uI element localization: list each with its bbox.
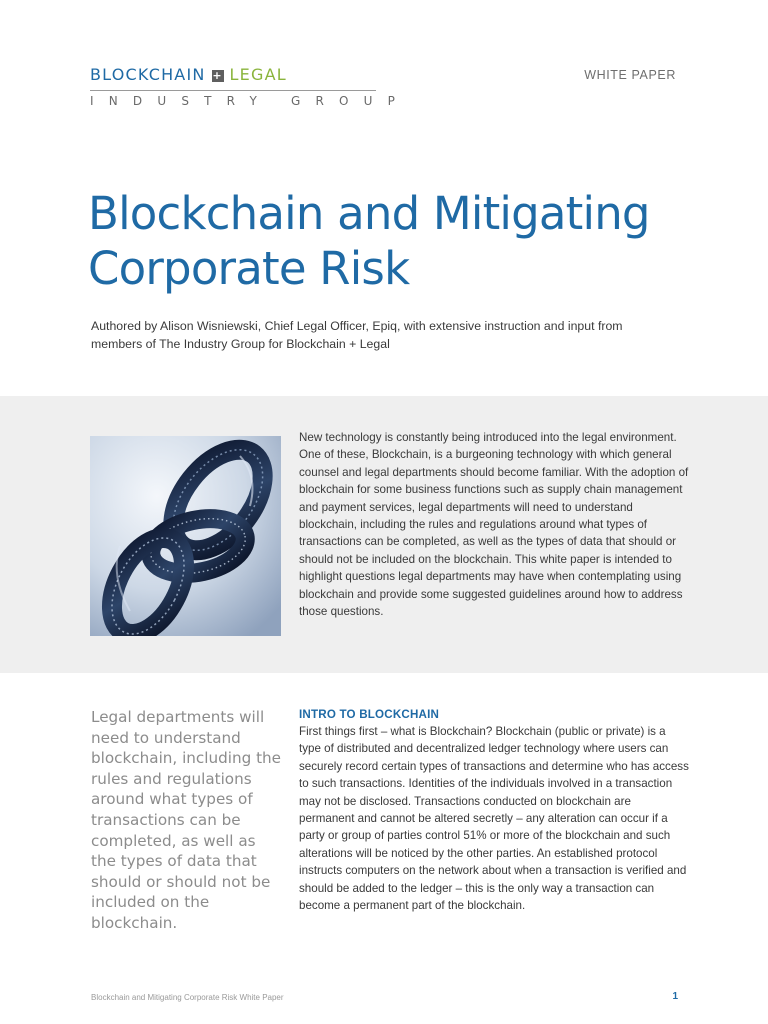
logo-wordmark bbox=[90, 64, 380, 86]
page-number: 1 bbox=[672, 991, 678, 1002]
logo-word-legal: LEGAL bbox=[229, 65, 287, 84]
brand-logo bbox=[90, 64, 411, 108]
title-line-2: Corporate Risk bbox=[88, 242, 410, 295]
footer-title: Blockchain and Mitigating Corporate Risk White Paper bbox=[91, 993, 284, 1002]
title-line-1: Blockchain and Mitigating bbox=[88, 187, 650, 240]
section-body: First things first – what is Blockchain? Blockchain (public or private) is a type of distributed and decentralized ledger technology where users can securely record certain types of transactions and determine who has access to such transactions. Identities of the individuals involved in a transaction may not be disclosed. Transactions conducted on blockchain are permanent and cannot be altered secretly – any alteration can occur if a party or group of parties control 51% or more of the blockchain and such alterations will be noticed by the other parties. An established protocol instructs computers on the network about when a transaction is verified and should be added to the ledger – this is the only way a transaction can become a permanent part of the blockchain. bbox=[299, 725, 689, 913]
pull-quote: Legal departments will need to understand blockchain, including the rules and regulations around what types of transactions can be completed, as well as the types of data that should or should not be included on the blockchain. bbox=[91, 708, 281, 932]
intro-paragraph: New technology is constantly being introduced into the legal environment. One of these, Blockchain, is a burgeoning technology with which general counsel and legal departments should become familiar. With the adoption of blockchain for some business functions such as supply chain management and payment services, legal departments will need to understand blockchain, including the rules and regulations around what types of transactions can be completed, as well as the types of data that should or should not be included on the blockchain. This white paper is intended to highlight questions legal departments may have when contemplating using blockchain and provide some suggested guidelines around how to address those questions. bbox=[299, 431, 689, 619]
document-type-label: WHITE PAPER bbox=[584, 68, 676, 82]
logo-subtitle: INDUSTRY GROUP bbox=[90, 94, 411, 108]
chain-illustration bbox=[90, 436, 281, 636]
section-heading: INTRO TO BLOCKCHAIN bbox=[299, 708, 440, 721]
logo-word-blockchain: BLOCKCHAIN bbox=[90, 65, 206, 84]
chain-link-image bbox=[90, 436, 281, 636]
logo-plus-icon: + bbox=[212, 69, 223, 82]
author-credit: Authored by Alison Wisniewski, Chief Legal Officer, Epiq, with extensive instruction and input from members of The Industry Group for Blockchain + Legal bbox=[91, 319, 623, 351]
logo-divider bbox=[90, 90, 376, 91]
page-title bbox=[88, 186, 728, 296]
